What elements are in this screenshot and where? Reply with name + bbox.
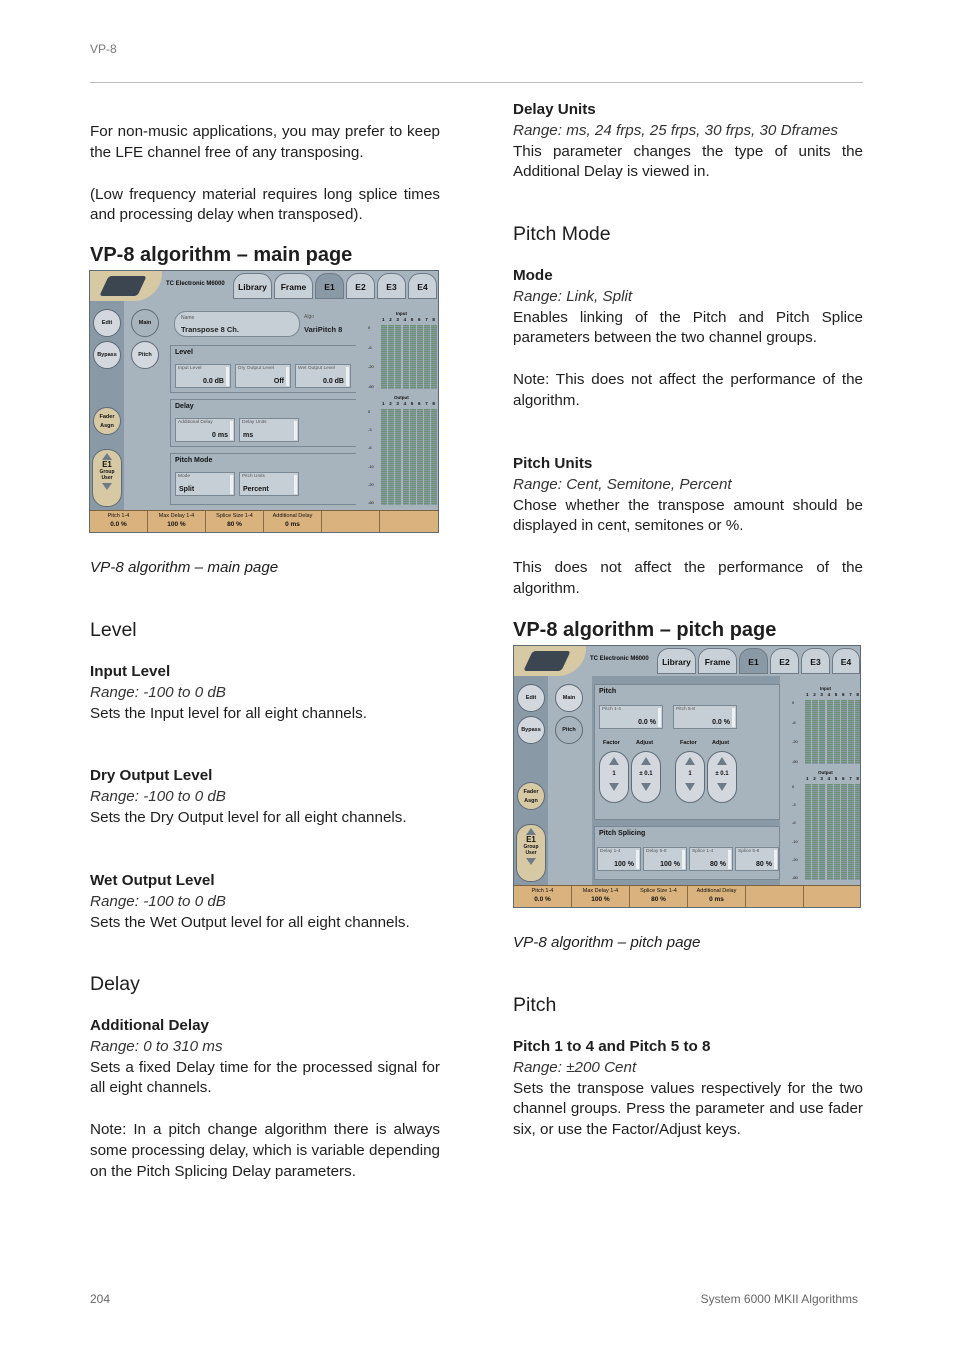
output-scale-label: -60 — [368, 500, 374, 505]
input-channel-number: 7 — [425, 317, 428, 322]
output-meter-bar — [388, 409, 394, 505]
input-meter-bar — [388, 325, 394, 389]
input-meter-bar — [812, 700, 818, 764]
pitch-page-heading: VP-8 algorithm – pitch page — [513, 619, 777, 641]
tab-e2[interactable]: E2 — [346, 273, 375, 299]
input-level-section — [90, 662, 440, 724]
wet-output-section — [90, 871, 440, 933]
input-channel-number: 6 — [842, 692, 845, 697]
dry-output-field[interactable]: Dry Output Level Off — [235, 364, 291, 388]
pitch-page-button[interactable]: Pitch — [555, 716, 583, 744]
output-channel-number: 1 — [806, 776, 809, 781]
bottom-cell-empty-5[interactable] — [322, 511, 380, 533]
main-page-button[interactable]: Main — [555, 684, 583, 712]
arrow-up-icon[interactable] — [102, 453, 112, 460]
output-channel-number: 7 — [849, 776, 852, 781]
group-e1: E1 — [102, 460, 112, 469]
tab-e2[interactable]: E2 — [770, 648, 799, 674]
output-scale-label: -6 — [792, 820, 796, 826]
output-meter-bar — [855, 784, 861, 880]
wet-output-range: Range: -100 to 0 dB — [90, 892, 226, 910]
input-channel-number: 2 — [813, 692, 816, 697]
delay14-field[interactable]: Delay 1-4 100 % — [597, 847, 641, 871]
bottom-cell-splice-size[interactable]: Splice Size 1-4 80 % — [206, 511, 264, 533]
running-header: VP-8 — [90, 42, 117, 56]
output-scale-label: -10 — [792, 838, 798, 844]
output-scale-label: 0 — [792, 784, 795, 789]
output-scale-label: -20 — [368, 481, 374, 487]
input-level-range: Range: -100 to 0 dB — [90, 683, 226, 701]
input-channel-number: 8 — [432, 317, 435, 322]
bypass-button[interactable]: Bypass — [93, 341, 121, 369]
input-meter-bar — [841, 700, 847, 764]
dry-output-desc: Sets the Dry Output level for all eight channels. — [90, 808, 407, 826]
input-scale-label: 0 — [368, 325, 371, 330]
pitch-splicing-title: Pitch Splicing — [599, 830, 646, 837]
tab-e3[interactable]: E3 — [801, 648, 830, 674]
bottom-cell-pitch[interactable]: Pitch 1-4 0.0 % — [90, 511, 148, 533]
pitch-units-desc: Chose whether the transpose amount should be displayed in cent, semitones or %. — [513, 496, 863, 535]
bottom-cell-empty-6[interactable] — [804, 886, 861, 908]
input-scale-label: -60 — [368, 384, 374, 389]
delay-panel — [170, 399, 358, 447]
factor-label-2: Factor — [680, 740, 697, 746]
pitch-mode-panel-title: Pitch Mode — [175, 457, 213, 464]
intro-paragraph-2: (Low frequency material requires long splice times and processing delay when transposed). — [90, 185, 440, 224]
delay-units-range: Range: ms, 24 frps, 25 frps, 30 frps, 30 Dframes — [513, 121, 838, 139]
bottom-cell-empty-6[interactable] — [380, 511, 438, 533]
tab-e4[interactable]: E4 — [832, 648, 860, 674]
level-heading: Level — [90, 619, 137, 641]
adjust-key-1[interactable]: ± 0.1 — [631, 751, 661, 803]
delay-note: Note: In a pitch change algorithm there is always some processing delay, which is variable depending on the Pitch Splicing Delay parameters. — [90, 1121, 440, 1180]
level-panel-title: Level — [175, 349, 193, 356]
tab-e1[interactable]: E1 — [739, 648, 768, 674]
pitch-mode-heading: Pitch Mode — [513, 223, 611, 245]
wet-output-title: Wet Output Level — [90, 872, 215, 889]
output-channel-number: 8 — [856, 776, 859, 781]
group-selector[interactable] — [92, 449, 122, 507]
mode-field[interactable]: Mode Split — [175, 472, 235, 496]
output-channel-number: 1 — [382, 401, 385, 406]
output-scale-label: -3 — [368, 427, 372, 433]
group-selector[interactable] — [516, 824, 546, 882]
arrow-down-icon[interactable] — [102, 483, 112, 490]
output-meter-bar — [848, 784, 854, 880]
input-channel-number: 6 — [418, 317, 421, 322]
input-level-desc: Sets the Input level for all eight channels. — [90, 704, 367, 722]
output-scale-label: -10 — [368, 463, 374, 469]
output-scale-label: -3 — [792, 802, 796, 808]
pitch-units-title: Pitch Units — [513, 455, 593, 472]
input-scale-label: -6 — [792, 719, 796, 725]
pitch-units-field[interactable]: Pitch Units Percent — [239, 472, 299, 496]
bottom-parameter-bar — [90, 510, 438, 533]
input-meter-bar — [805, 700, 811, 764]
delay-units-desc: This parameter changes the type of units the Additional Delay is viewed in. — [513, 142, 863, 181]
delay58-field[interactable]: Delay 5-8 100 % — [643, 847, 687, 871]
output-channel-number: 2 — [813, 776, 816, 781]
algo-value: VariPitch 8 — [304, 325, 343, 334]
brand-label: TC Electronic M6000 — [590, 656, 649, 662]
output-meter-bar — [395, 409, 401, 505]
input-meter-bar — [424, 325, 430, 389]
pitch58-field[interactable]: Pitch 5-8 0.0 % — [673, 705, 737, 729]
tab-library[interactable]: Library — [657, 648, 696, 674]
output-meter-bar — [431, 409, 437, 505]
brand-label: TC Electronic M6000 — [166, 281, 225, 287]
output-meter-bar — [417, 409, 423, 505]
delay-units-section — [513, 100, 863, 183]
intro-paragraph-1: For non-music applications, you may prefer to keep the LFE channel free of any transposing. — [90, 123, 440, 161]
additional-delay-title: Additional Delay — [90, 1017, 209, 1034]
output-channel-number: 6 — [418, 401, 421, 406]
main-page-heading: VP-8 algorithm – main page — [90, 244, 353, 266]
preset-name-box[interactable] — [174, 311, 300, 337]
output-channel-number: 5 — [834, 776, 838, 781]
additional-delay-desc: Sets a fixed Delay time for the processed signal for all eight channels. — [90, 1058, 440, 1097]
output-scale-label: 0 — [368, 409, 371, 414]
edit-button[interactable]: Edit — [517, 684, 545, 712]
output-channel-number: 6 — [842, 776, 845, 781]
book-title: System 6000 MKII Algorithms — [700, 1292, 858, 1306]
delay-panel-title: Delay — [175, 403, 194, 410]
input-channel-number: 1 — [382, 317, 385, 322]
group-label: Group — [99, 469, 115, 475]
output-channel-number: 5 — [410, 401, 414, 406]
adjust-label-1: Adjust — [636, 740, 654, 746]
input-channel-number: 7 — [849, 692, 852, 697]
input-meter-bar — [834, 700, 840, 764]
tab-e3[interactable]: E3 — [377, 273, 406, 299]
group-user: User — [525, 850, 537, 856]
header-rule — [90, 82, 863, 83]
adjust-label-2: Adjust — [712, 740, 730, 746]
bottom-cell-additional-delay[interactable]: Additional Delay 0 ms — [264, 511, 322, 533]
wet-output-field[interactable]: Wet Output Level 0.0 dB — [295, 364, 351, 388]
level-panel — [170, 345, 358, 393]
tab-library[interactable]: Library — [233, 273, 272, 299]
mode-desc: Enables linking of the Pitch and Pitch Splice parameters between the two channel groups. — [513, 308, 863, 347]
input-channel-number: 5 — [834, 692, 838, 697]
name-value: Transpose 8 Ch. — [181, 325, 239, 334]
tab-frame[interactable]: Frame — [698, 648, 737, 674]
input-channel-number: 5 — [410, 317, 414, 322]
edit-button[interactable]: Edit — [93, 309, 121, 337]
output-meter-bar — [424, 409, 430, 505]
dry-output-title: Dry Output Level — [90, 767, 213, 784]
pitch-page-caption: VP-8 algorithm – pitch page — [513, 934, 701, 951]
pitch-units-section — [513, 454, 863, 600]
group-user: User — [101, 475, 113, 481]
pitch-params-desc: Sets the transpose values respectively for the two channel groups. Press the parameter and use fader six, or use the Factor/Adjust keys. — [513, 1079, 863, 1139]
tab-e1[interactable]: E1 — [315, 273, 344, 299]
input-meter-bar — [819, 700, 825, 764]
input-scale-label: -60 — [792, 759, 798, 764]
adjust-key-2[interactable]: ± 0.1 — [707, 751, 737, 803]
factor-label-1: Factor — [603, 740, 620, 746]
bottom-cell-additional-delay[interactable]: Additional Delay 0 ms — [688, 886, 746, 908]
wet-output-desc: Sets the Wet Output level for all eight channels. — [90, 913, 410, 931]
additional-delay-range: Range: 0 to 310 ms — [90, 1037, 223, 1055]
input-channel-number: 8 — [856, 692, 859, 697]
level-meters: Input Output 1 2 3 4 5 6 7 8 0 -6 -20 -60 1 2 3 4 5 6 7 8 0 -3 -6 -10 -20 -60 — [780, 676, 861, 886]
mode-section — [513, 266, 863, 412]
bottom-cell-pitch[interactable]: Pitch 1-4 0.0 % — [514, 886, 572, 908]
input-channel-number: 3 — [820, 692, 823, 697]
output-channel-number: 7 — [425, 401, 428, 406]
input-channel-number: 4 — [403, 317, 407, 322]
input-meter-bar — [827, 700, 833, 764]
splice14-field[interactable]: Splice 1-4 80 % — [689, 847, 733, 871]
pitch14-field[interactable]: Pitch 1-4 0.0 % — [599, 705, 663, 729]
input-meter-bar — [855, 700, 861, 764]
output-channel-number: 4 — [403, 401, 407, 406]
output-meter-bar — [827, 784, 833, 880]
pitch-page-button[interactable]: Pitch — [131, 341, 159, 369]
pitch-params-title: Pitch 1 to 4 and Pitch 5 to 8 — [513, 1038, 711, 1055]
bottom-cell-max-delay[interactable]: Max Delay 1-4 100 % — [572, 886, 630, 908]
algo-label: Algo — [304, 314, 315, 320]
mode-title: Mode — [513, 267, 553, 284]
dry-output-section — [90, 766, 440, 828]
input-channel-number: 2 — [389, 317, 392, 322]
output-channel-number: 4 — [827, 776, 831, 781]
additional-delay-field[interactable]: Additional Delay 0 ms — [175, 418, 235, 442]
output-scale-label: -20 — [792, 856, 798, 862]
name-label: Name — [181, 315, 195, 321]
input-scale-label: -20 — [368, 364, 374, 370]
delay-units-field[interactable]: Delay Units ms — [239, 418, 299, 442]
main-page-button[interactable]: Main — [131, 309, 159, 337]
output-scale-label: -60 — [792, 875, 798, 880]
pitch-units-range: Range: Cent, Semitone, Percent — [513, 475, 732, 493]
pitch-page-screenshot — [513, 645, 861, 908]
fader-assign-button[interactable]: Fader Asgn — [93, 407, 121, 435]
left-intro — [90, 122, 440, 226]
dry-output-range: Range: -100 to 0 dB — [90, 787, 226, 805]
output-meter-bar — [403, 409, 409, 505]
device-icon — [99, 276, 146, 296]
main-page-screenshot — [89, 270, 439, 533]
factor-key-2[interactable]: 1 — [675, 751, 705, 803]
level-meters: Input Output 1 2 3 4 5 6 7 8 0 -6 -20 -60 1 2 3 4 5 6 7 8 0 -3 -6 -10 -20 -60 — [356, 301, 439, 511]
input-meter-bar — [403, 325, 409, 389]
additional-delay-section — [90, 1016, 440, 1183]
main-page-caption: VP-8 algorithm – main page — [90, 559, 279, 576]
bottom-cell-max-delay[interactable]: Max Delay 1-4 100 % — [148, 511, 206, 533]
output-meter-bar — [410, 409, 416, 505]
pitch-params-range: Range: ±200 Cent — [513, 1058, 637, 1076]
input-channel-number: 3 — [396, 317, 399, 322]
bypass-button[interactable]: Bypass — [517, 716, 545, 744]
output-channel-number: 2 — [389, 401, 392, 406]
output-meter-bar — [805, 784, 811, 880]
bottom-cell-empty-5[interactable] — [746, 886, 804, 908]
output-meter-bar — [841, 784, 847, 880]
output-channel-number: 8 — [432, 401, 435, 406]
arrow-up-icon[interactable] — [526, 828, 536, 835]
input-meter-bar — [417, 325, 423, 389]
output-meter-bar — [381, 409, 387, 505]
pitch-units-note: This does not affect the performance of the algorithm. — [513, 559, 863, 597]
pitch-params-section — [513, 1037, 863, 1141]
output-meter-bar — [812, 784, 818, 880]
factor-key-1[interactable]: 1 — [599, 751, 629, 803]
tab-e4[interactable]: E4 — [408, 273, 437, 299]
output-meter-bar — [819, 784, 825, 880]
input-channel-number: 4 — [827, 692, 831, 697]
device-icon — [523, 651, 570, 671]
mode-range: Range: Link, Split — [513, 287, 633, 305]
input-level-field[interactable]: Input Level 0.0 dB — [175, 364, 231, 388]
delay-units-title: Delay Units — [513, 101, 596, 118]
input-meter-bar — [381, 325, 387, 389]
group-e1: E1 — [526, 835, 536, 844]
bottom-parameter-bar — [514, 885, 861, 908]
page-number: 204 — [90, 1292, 111, 1306]
group-label: Group — [523, 844, 539, 850]
input-scale-label: 0 — [792, 700, 795, 705]
bottom-cell-splice-size[interactable]: Splice Size 1-4 80 % — [630, 886, 688, 908]
output-channel-number: 3 — [820, 776, 823, 781]
pitch-heading: Pitch — [513, 994, 557, 1016]
fader-assign-button[interactable]: Fader Asgn — [517, 782, 545, 810]
tab-frame[interactable]: Frame — [274, 273, 313, 299]
mode-note: Note: This does not affect the performance of the algorithm. — [513, 371, 863, 409]
input-meter-bar — [431, 325, 437, 389]
input-meter-bar — [410, 325, 416, 389]
input-scale-label: -20 — [792, 739, 798, 745]
input-meter-bar — [395, 325, 401, 389]
delay-heading: Delay — [90, 973, 140, 995]
input-meter-bar — [848, 700, 854, 764]
pitch-panel-title: Pitch — [599, 688, 617, 695]
pitch-mode-panel — [170, 453, 358, 505]
splice58-field[interactable]: Splice 5-8 80 % — [735, 847, 779, 871]
input-scale-label: -6 — [368, 344, 372, 350]
input-channel-number: 1 — [806, 692, 809, 697]
input-level-title: Input Level — [90, 663, 171, 680]
output-scale-label: -6 — [368, 445, 372, 451]
output-meter-bar — [834, 784, 840, 880]
output-channel-number: 3 — [396, 401, 399, 406]
arrow-down-icon[interactable] — [526, 858, 536, 865]
pitch-panel — [594, 684, 780, 820]
pitch-splicing-panel — [594, 826, 780, 880]
